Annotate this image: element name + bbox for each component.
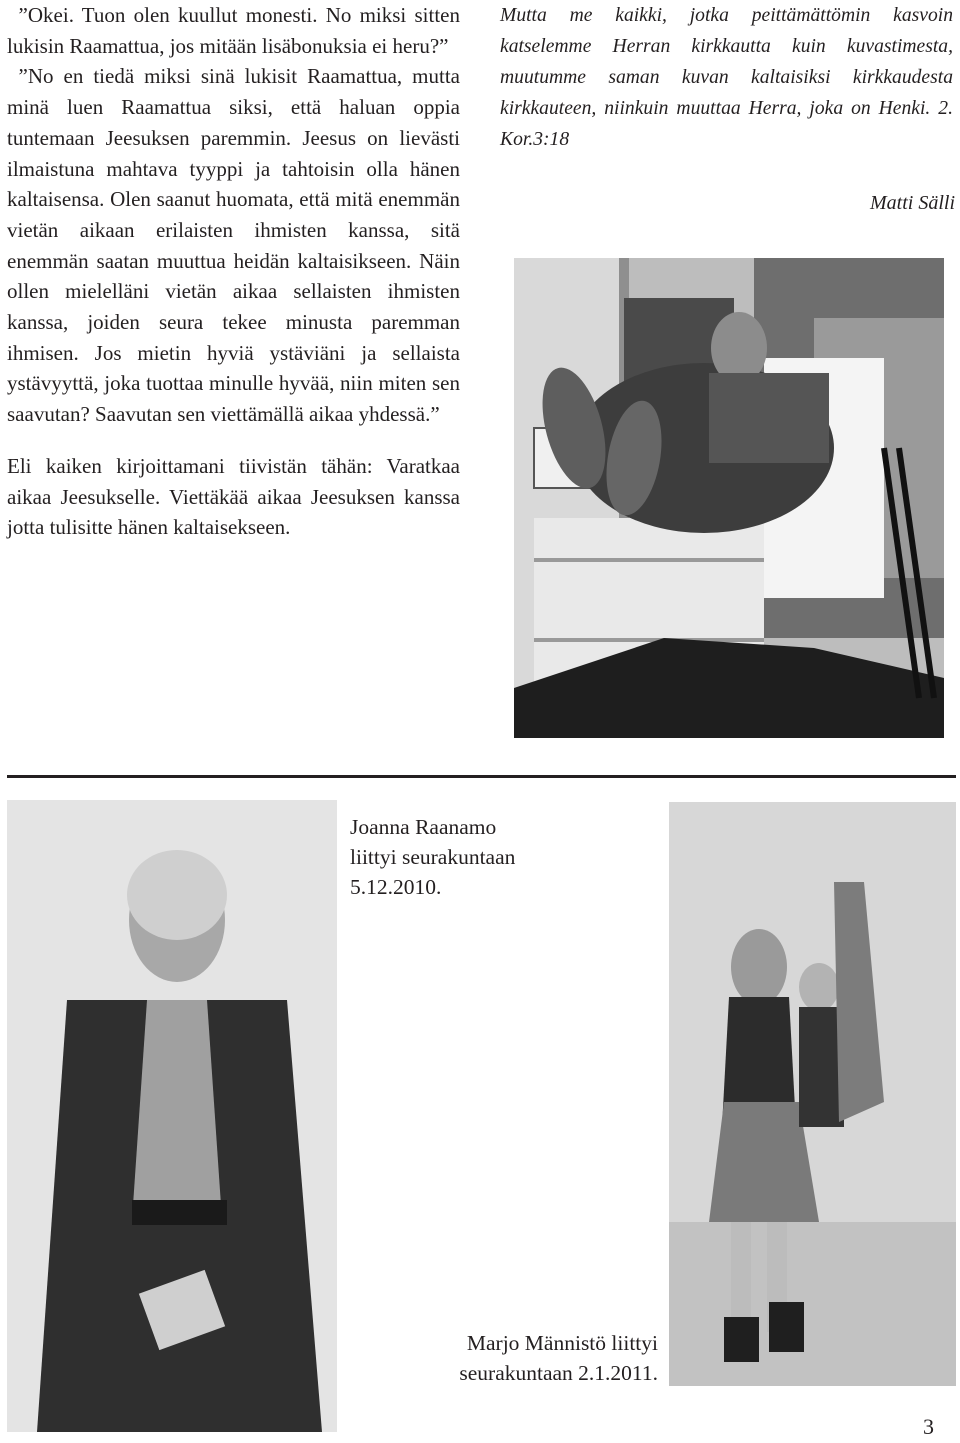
- caption-marjo: [413, 1328, 658, 1388]
- caption-joanna-line-2: liittyi seurakuntaan: [350, 845, 516, 869]
- caption-joanna: [350, 812, 515, 902]
- caption-marjo-line-1: Marjo Männistö liittyi: [466, 1331, 658, 1355]
- photo-joanna-raanamo: [7, 800, 337, 1432]
- caption-joanna-line-1: Joanna Raanamo: [350, 815, 497, 839]
- photo-jumping-man: [514, 258, 944, 738]
- section-divider: [7, 775, 956, 778]
- page-number: 3: [923, 1414, 934, 1439]
- photo-marjo-mannisto: [669, 802, 956, 1386]
- article-text: [7, 0, 460, 543]
- caption-joanna-line-3: 5.12.2010.: [350, 875, 442, 899]
- caption-marjo-line-2: seurakuntaan 2.1.2011.: [459, 1361, 658, 1385]
- article-paragraph-1: ”Okei. Tuon olen kuullut monesti. No miksi sitten lukisin Raamattua, jos mitään lisäbonuksia ei heru?”: [7, 3, 460, 58]
- bible-quote: [500, 0, 953, 155]
- article-paragraph-2: ”No en tiedä miksi sinä lukisit Raamattua, mutta minä luen Raamattua siksi, että haluan oppia tuntemaan Jeesuksen paremmin. Jeesus on lievästi ilmaistuna mahtava tyyppi ja tahtoisin olla hänen kaltaisensa. Olen saanut huomata, että mitä enemmän vietän aikaan erilaisten ihmisten kanssa, sitä enemmän saatan muuttua heidän kaltaisikseen. Näin ollen mielelläni vietän aikaa sellaisten ihmisten kanssa, joiden seura tekee minusta paremman ihmisen. Jos mietin hyviä ystäviäni ja sellaista ystävyyttä, joka tuottaa minulle hyvää, niin miten sen saavutan? Saavutan sen viettämällä aikaa yhdessä.”: [7, 64, 460, 427]
- author-signature: Matti Sälli: [870, 192, 955, 214]
- article-paragraph-3: Eli kaiken kirjoittamani tiivistän tähän: Varatkaa aikaa Jeesukselle. Viettäkää aikaa Jeesuksen kanssa jotta tulisitte hänen kaltaisekseen.: [7, 453, 460, 540]
- bible-quote-text: Mutta me kaikki, jotka peittämättömin kasvoin katselemme Herran kirkkautta kuin kuvastimesta, muutumme saman kuvan kaltaisiksi kirkkaudesta kirkkauteen, niinkuin muuttaa Herra, joka on Henki. 2. Kor.3:18: [500, 5, 953, 150]
